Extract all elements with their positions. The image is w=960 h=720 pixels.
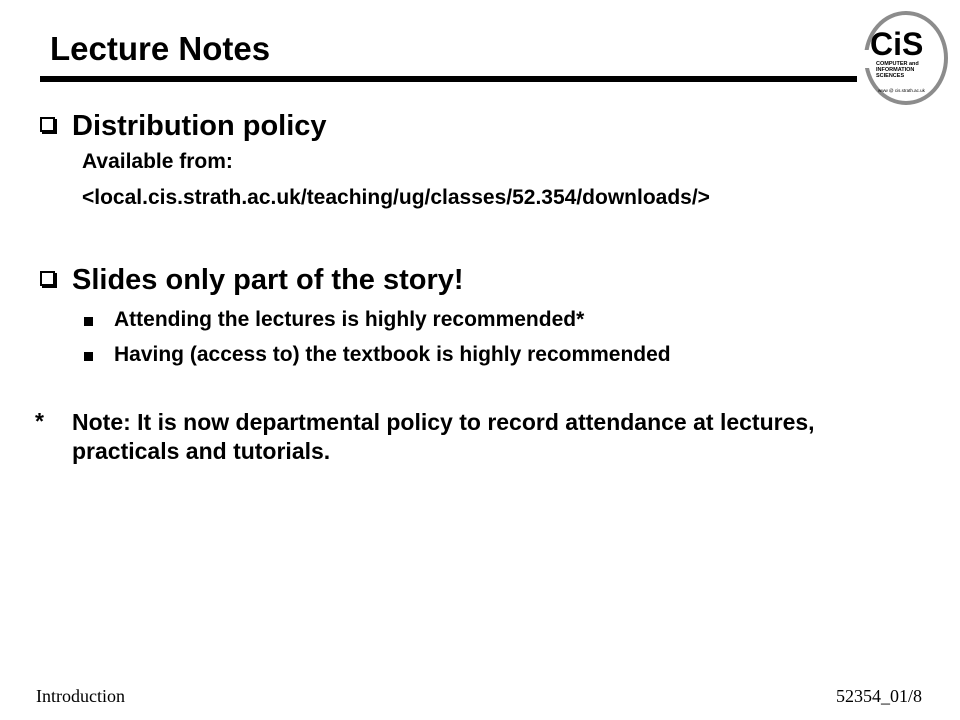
slide-title: Lecture Notes <box>50 30 271 67</box>
note-marker: * <box>35 408 44 434</box>
available-from-label: Available from: <box>82 150 233 173</box>
section-heading-slides: Slides only part of the story! <box>72 264 464 296</box>
note-text: Note: It is now departmental policy to record attendance at lectures, practicals and tutorials. <box>72 409 815 464</box>
title-underline <box>40 76 857 82</box>
hollow-square-bullet-icon <box>40 271 55 286</box>
square-bullet-icon <box>84 317 93 326</box>
cis-logo <box>858 10 954 106</box>
footer-right: 52354_01/8 <box>836 686 923 706</box>
download-url: <local.cis.strath.ac.uk/teaching/ug/classes/52.354/downloads/> <box>82 186 710 209</box>
hollow-square-bullet-icon <box>40 117 55 132</box>
square-bullet-icon <box>84 352 93 361</box>
logo-url: www @ cis.strath.ac.uk <box>878 88 925 93</box>
bullet-attending-lectures: Attending the lectures is highly recommended* <box>114 308 585 331</box>
bullet-textbook: Having (access to) the textbook is highly recommended <box>114 343 671 366</box>
logo-text: CiS <box>870 26 924 62</box>
logo-line3: SCIENCES <box>876 73 905 79</box>
logo-line1: COMPUTER and <box>876 61 919 67</box>
section-heading-distribution: Distribution policy <box>72 110 327 142</box>
footer-left: Introduction <box>36 686 125 706</box>
logo-line2: INFORMATION <box>876 67 915 73</box>
